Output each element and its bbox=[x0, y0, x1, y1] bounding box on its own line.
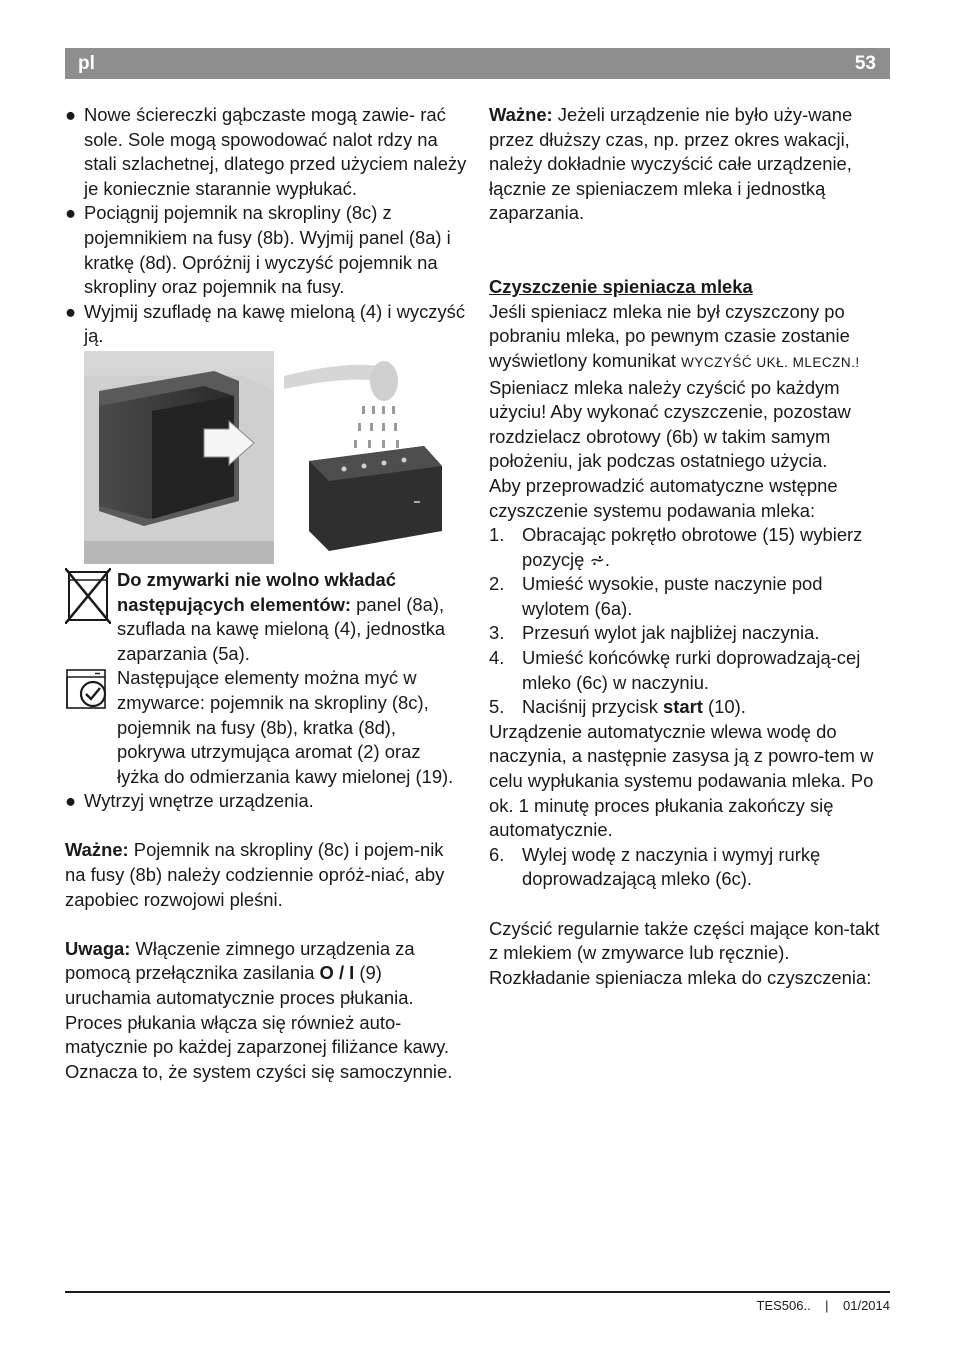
dishwasher-allowed-text: Następujące elementy można myć w zmywarce: pojemnik na skropliny (8c), pojemnik na fusy (8b), kratka (8d), pokrywa utrzymująca aromat (2) oraz łyżka do odmierzania kawy mielonej (19). bbox=[117, 667, 454, 787]
step-number: 2. bbox=[489, 573, 505, 595]
bullet-dot: ● bbox=[65, 104, 77, 125]
important-label: Ważne: bbox=[65, 839, 129, 861]
list-item bbox=[65, 789, 467, 814]
step-text: Naciśnij przycisk bbox=[522, 696, 664, 718]
step-item bbox=[489, 621, 891, 646]
step-item bbox=[489, 695, 891, 720]
footer-separator: | bbox=[825, 1298, 829, 1313]
step-number: 1. bbox=[489, 524, 505, 546]
edition-date: 01/2014 bbox=[843, 1298, 890, 1313]
after-steps-paragraph: Urządzenie automatycznie wlewa wodę do naczynia, a następnie zasysa ją z powro-tem w celu wypłukania systemu podawania mleka. Po ok. 1 minutę proces płukania zakończy się automatycznie. bbox=[489, 720, 874, 841]
step-item bbox=[489, 843, 891, 892]
important-note bbox=[65, 838, 467, 912]
list-item bbox=[65, 201, 467, 299]
important-text: Jeżeli urządzenie nie było uży-wane przez dłuższy czas, np. przez okres wakacji, należy dokładnie wyczyścić całe urządzenie, łącznie ze spieniaczem mleka i jednostką zaparzania. bbox=[489, 104, 853, 224]
bullet-text: Nowe ściereczki gąbczaste mogą zawie- rać sole. Sole mogą spowodować nalot rdzy na stali szlachetnej, dlatego przed użyciem należy je koniecznie starannie wypłukać. bbox=[84, 104, 467, 199]
step-number: 5. bbox=[489, 696, 505, 718]
language-code: pl bbox=[78, 53, 95, 74]
section-heading bbox=[489, 275, 891, 300]
page-footer bbox=[757, 1298, 891, 1313]
footer-divider bbox=[65, 1291, 890, 1293]
list-item bbox=[65, 300, 467, 349]
drawer-removal-illustration bbox=[84, 351, 274, 564]
no-dishwasher-icon bbox=[65, 568, 111, 624]
bullet-text: Wyjmij szufladę na kawę mieloną (4) i wyczyść ją. bbox=[84, 300, 466, 347]
attention-text-cont: (9) uruchamia automatycznie proces płukania. Proces płukania włącza się również auto-matycznie po każdej zaparzonej filiżance kawy. Oznacza to, że system czyści się samoczynnie. bbox=[65, 962, 453, 1082]
dishwasher-not-allowed-note bbox=[65, 568, 467, 666]
step-number: 3. bbox=[489, 622, 505, 644]
dishwasher-allowed-note bbox=[65, 666, 467, 789]
step-text: Przesuń wylot jak najbliżej naczynia. bbox=[522, 622, 820, 644]
step-text: Obracając pokrętło obrotowe (15) wybierz pozycję bbox=[522, 524, 863, 570]
milk-rinse-icon: ⩫ bbox=[589, 548, 605, 570]
display-message: WYCZYŚĆ UKŁ. MLECZN.! bbox=[681, 354, 860, 370]
step-text: Wylej wodę z naczynia i wymyj rurkę doprowadzającą mleko (6c). bbox=[522, 843, 821, 890]
important-label: Ważne: bbox=[489, 104, 553, 125]
illustrations bbox=[84, 351, 467, 566]
rinse-illustration bbox=[284, 351, 444, 556]
bullet-dot: ● bbox=[65, 202, 77, 224]
attention-label: Uwaga: bbox=[65, 937, 131, 959]
right-column bbox=[489, 103, 891, 990]
important-note-right bbox=[489, 103, 891, 226]
model-number: TES506.. bbox=[756, 1298, 811, 1313]
step-item: 1. Obracając pokrętło obrotowe (15) wybierz pozycję ⩫. bbox=[489, 524, 863, 570]
attention-note bbox=[65, 937, 467, 1085]
start-button-label: start bbox=[663, 696, 703, 718]
step-text-cont: (10). bbox=[702, 696, 746, 718]
step-number: 4. bbox=[489, 647, 505, 669]
page-number: 53 bbox=[854, 53, 876, 74]
intro-paragraph bbox=[489, 300, 891, 376]
page-header bbox=[65, 48, 890, 79]
step-text: Umieść wysokie, puste naczynie pod wylotem (6a). bbox=[522, 573, 823, 619]
section-title: Czyszczenie spieniacza mleka bbox=[489, 276, 753, 298]
left-column bbox=[65, 103, 467, 1084]
bullet-dot: ● bbox=[65, 790, 77, 812]
dishwasher-safe-icon bbox=[65, 666, 111, 722]
dishwasher-not-allowed-title: Do zmywarki nie wolno wkładać następujących elementów: bbox=[117, 568, 397, 615]
power-switch-symbol: O / I bbox=[319, 962, 355, 984]
intro-paragraph-2: Spieniacz mleka należy czyścić po każdym użyciu! Aby wykonać czyszczenie, pozostaw rozdzielacz obrotowy (6b) w takim samym położeniu, jak podczas ostatniego użycia. bbox=[489, 376, 851, 472]
dishwasher-not-allowed-text: panel (8a), szuflada na kawę mieloną (4), jednostka zaparzania (5a). bbox=[117, 593, 446, 664]
step-item bbox=[489, 572, 891, 621]
bullet-text: Pociągnij pojemnik na skropliny (8c) z pojemnikiem na fusy (8b). Wyjmij panel (8a) i kratkę (8d). Opróżnij i wyczyść pojemnik na skropliny oraz pojemnik na fusy. bbox=[84, 202, 451, 298]
step-item bbox=[489, 646, 891, 695]
intro-paragraph-3: Aby przeprowadzić automatyczne wstępne czyszczenie systemu podawania mleka: bbox=[489, 474, 838, 521]
bullet-dot: ● bbox=[65, 300, 77, 322]
list-item bbox=[65, 103, 467, 201]
step-text: Umieść końcówkę rurki doprowadzają-cej mleko (6c) w naczyniu. bbox=[522, 647, 861, 693]
step-number: 6. bbox=[489, 843, 505, 865]
intro-text: Jeśli spieniacz mleka nie był czyszczony po pobraniu mleka, po pewnym czasie zostanie wyświetlony komunikat bbox=[489, 300, 850, 371]
bullet-text: Wytrzyj wnętrze urządzenia. bbox=[84, 790, 314, 812]
closing-paragraph: Czyścić regularnie także części mające kon-takt z mlekiem (w zmywarce lub ręcznie). Rozkładanie spieniacza mleka do czyszczenia: bbox=[489, 917, 880, 988]
attention-text: Włączenie zimnego urządzenia za pomocą przełącznika zasilania bbox=[65, 937, 415, 984]
important-text: Pojemnik na skropliny (8c) i pojem-nik na fusy (8b) należy codziennie opróż-niać, aby zapobiec rozwojowi pleśni. bbox=[65, 839, 445, 910]
